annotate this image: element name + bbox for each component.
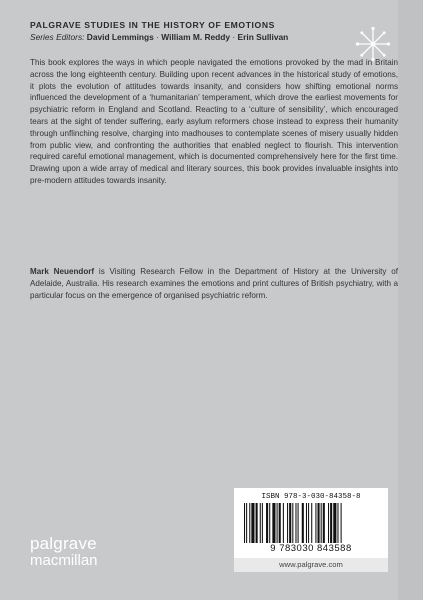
barcode-bar — [246, 503, 247, 543]
barcode-bar — [337, 503, 338, 543]
barcode-bar — [279, 503, 281, 543]
barcode-bar — [306, 503, 307, 543]
publisher-logo-line2: macmillan — [30, 552, 98, 569]
barcode-bar — [321, 503, 322, 543]
barcode-bar — [330, 503, 332, 543]
publisher-url: www.palgrave.com — [234, 558, 388, 572]
barcode-bar — [262, 503, 263, 543]
barcode-bar — [266, 503, 268, 543]
barcode-bar — [272, 503, 275, 543]
barcode-bar — [289, 503, 291, 543]
publisher-logo — [30, 535, 98, 569]
barcode-bar — [283, 503, 284, 543]
barcode-bar — [341, 503, 342, 543]
barcode-bar — [315, 503, 316, 543]
barcode-bar — [251, 503, 254, 543]
isbn-label: ISBN 978-3-030-84358-8 — [261, 493, 361, 501]
editor-separator: · — [230, 32, 238, 42]
barcode-bar — [302, 503, 304, 543]
barcode-bar — [333, 503, 336, 543]
barcode-bar — [269, 503, 270, 543]
barcode-bar — [260, 503, 261, 543]
editor-name: David Lemmings — [86, 32, 154, 42]
series-title: PALGRAVE STUDIES IN THE HISTORY OF EMOTIONS — [30, 20, 275, 30]
barcode-bar — [256, 503, 258, 543]
barcode-bar — [311, 503, 312, 543]
barcode-bar — [308, 503, 309, 543]
barcode-bar — [323, 503, 325, 543]
series-editors-label: Series Editors: — [30, 32, 85, 42]
editor-name: William M. Reddy — [161, 32, 231, 42]
barcode-digits: 9 783030 843588 — [270, 543, 352, 554]
isbn-barcode-block — [234, 488, 388, 572]
spine-edge — [398, 0, 423, 600]
publisher-logo-line1: palgrave — [30, 534, 97, 553]
barcode-bar — [298, 503, 299, 543]
series-editors — [30, 32, 288, 42]
barcode-bar — [244, 503, 245, 543]
barcode-bar — [295, 503, 296, 543]
barcode-bar — [249, 503, 250, 543]
barcode-graphic — [244, 503, 378, 543]
barcode-bar — [277, 503, 278, 543]
editor-separator: · — [153, 32, 162, 42]
editor-name: Erin Sullivan — [237, 32, 289, 42]
barcode-bar — [328, 503, 329, 543]
barcode-bar — [292, 503, 293, 543]
barcode-bar — [318, 503, 320, 543]
barcode-bar — [287, 503, 288, 543]
author-bio-text: is Visiting Research Fellow in the Department of History at the University of Adelaide, Australia. His research examines the emotions and print cultures of British psychiatry, with a particular focus on the emergence of organised psychiatric reform. — [30, 267, 398, 300]
author-bio — [30, 266, 398, 301]
author-name: Mark Neuendorf — [30, 267, 95, 276]
book-description: This book explores the ways in which people navigated the emotions provoked by the mad in Britain across the long eighteenth century. Building upon recent advances in the historical study of emotions, it plots the evolution of attitudes towards insanity, and considers how shifting emotional norms influenced the development of a ‘humanitarian’ temperament, which drove the earliest movements for psychiatric reform in England and Scotland. Reacting to a ‘culture of sensibility’, which encouraged tears at the sight of tender suffering, early asylum reformers chose instead to express their humanity through unflinching resolve, charging into madhouses to contemplate scenes of misery usually hidden from public view, and confronting the authorities that enabled neglect to flourish. This intervention required careful emotional management, which is documented comprehensively here for the first time. Drawing upon a wide array of medical and literary sources, this book provides invaluable insights into pre-modern attitudes towards insanity. — [30, 58, 398, 185]
